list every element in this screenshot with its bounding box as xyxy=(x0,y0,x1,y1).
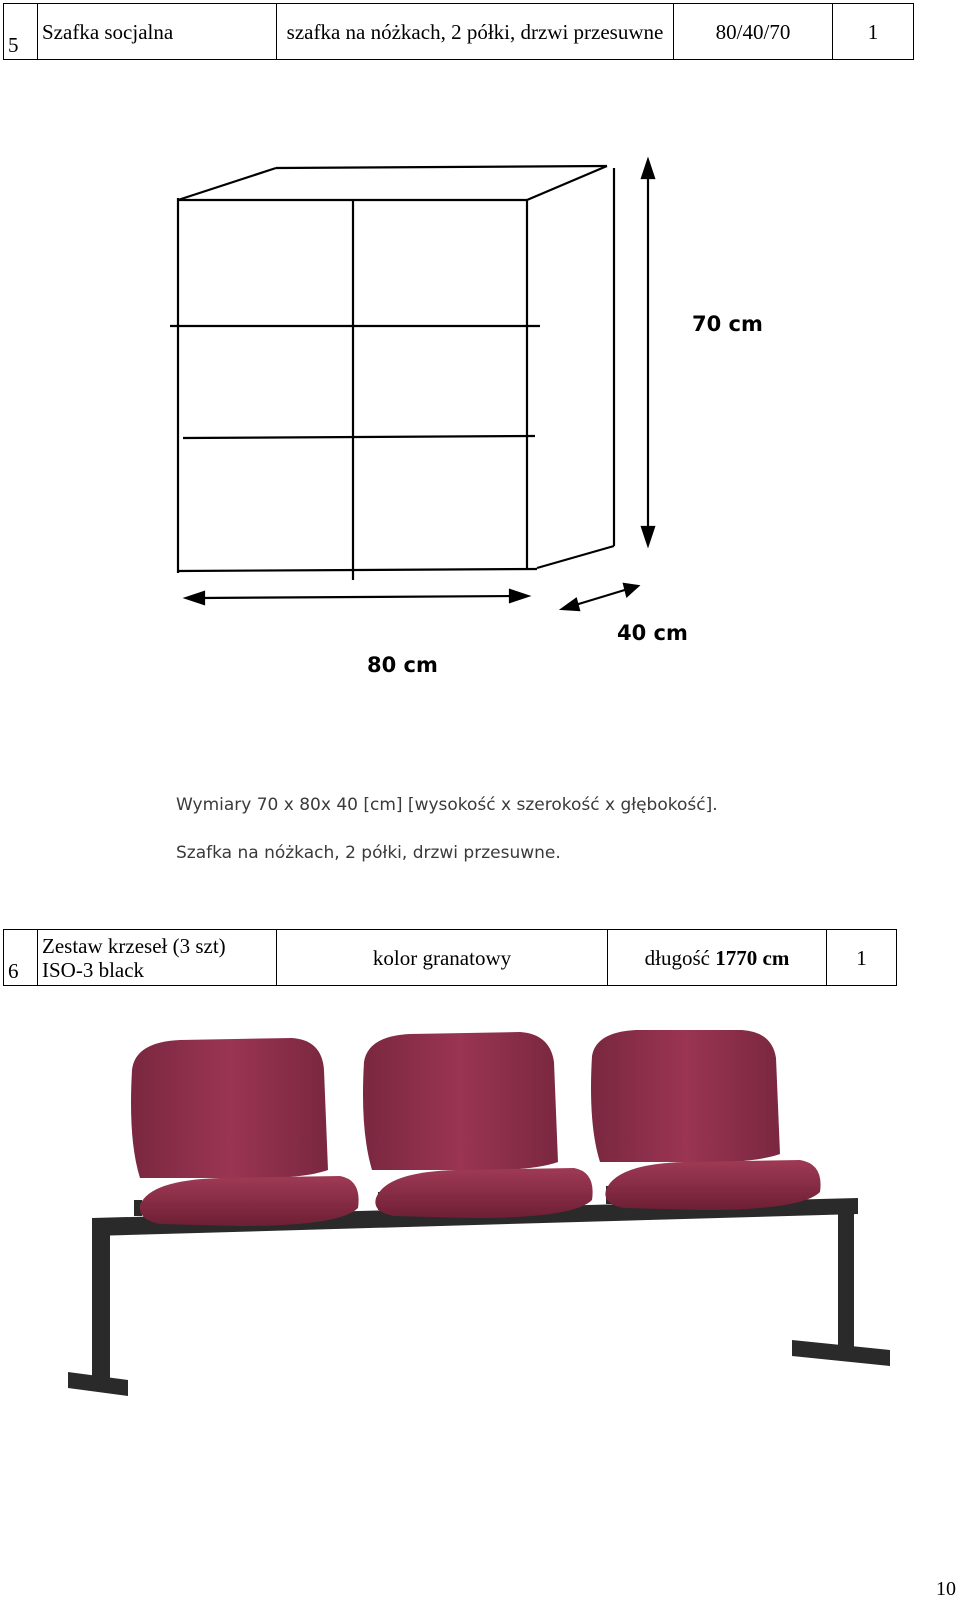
bench-photo xyxy=(0,1030,960,1440)
item-number: 5 xyxy=(4,4,38,60)
item-name-line2: ISO-3 black xyxy=(42,957,145,982)
watermark: krzesla.net xyxy=(408,1224,552,1254)
width-label: 80 cm xyxy=(367,653,438,677)
item-row-6 xyxy=(3,929,897,986)
height-label: 70 cm xyxy=(692,312,763,336)
item-length xyxy=(608,930,827,986)
page-number: 10 xyxy=(936,1578,956,1600)
item-description: szafka na nóżkach, 2 półki, drzwi przesuwne xyxy=(277,4,674,60)
item-dimensions: 80/40/70 xyxy=(674,4,833,60)
item-quantity: 1 xyxy=(827,930,897,986)
item-name xyxy=(38,930,277,986)
item-number: 6 xyxy=(4,930,38,986)
item-name-line1: Zestaw krzeseł (3 szt) xyxy=(42,933,226,958)
caption-dimensions: Wymiary 70 x 80x 40 [cm] [wysokość x szerokość x głębokość]. xyxy=(176,795,718,815)
caption-description: Szafka na nóżkach, 2 półki, drzwi przesuwne. xyxy=(176,843,561,863)
item-length-value: 1770 cm xyxy=(715,945,790,970)
item-description: kolor granatowy xyxy=(277,930,608,986)
depth-label: 40 cm xyxy=(617,621,688,645)
item-name: Szafka socjalna xyxy=(38,4,277,60)
item-length-prefix: długość xyxy=(644,945,710,970)
item-quantity: 1 xyxy=(833,4,914,60)
